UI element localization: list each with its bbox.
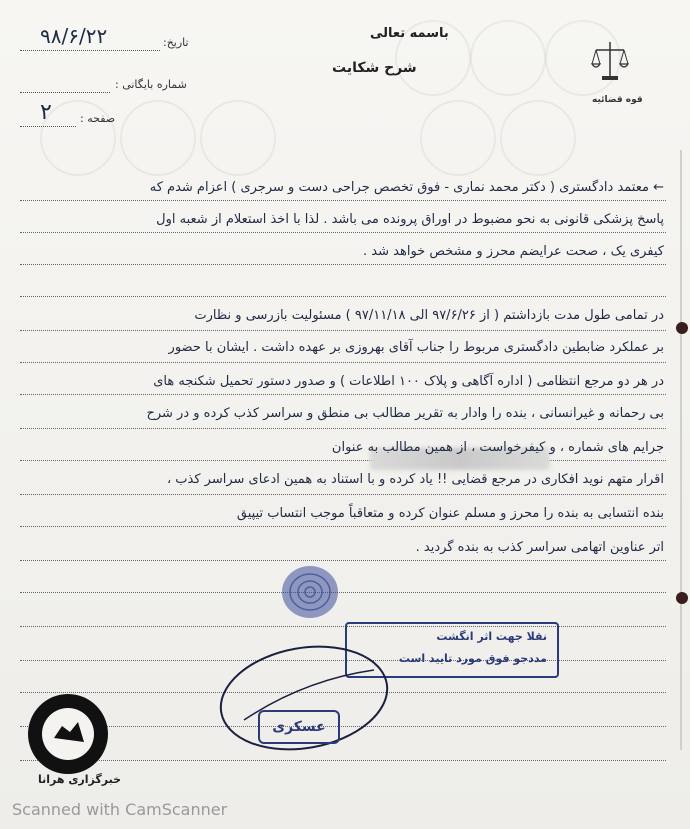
page-line [20,126,76,127]
ruled-line [20,626,666,627]
body-line-10: بنده انتسابی به بنده را محرز و مسلم عنوان کرده و متعاقباً موجب انتساب تیپیق [236,506,664,521]
body-line-3: کیفری یک ، صحت عرایضم محرز و مشخص خواهد شد . [363,244,664,259]
page-label: صفحه : [80,112,116,125]
signature-name-stamp: عسکری [258,710,340,744]
body-line-1: ← معتمد دادگستری ( دکتر محمد نماری - فوق تخصص جراحی دست و سرجری ) اعزام شدم که [149,180,664,195]
archive-label: شماره بایگانی : [115,78,187,91]
body-line-6: در هر دو مرجع انتظامی ( اداره آگاهی و پلاک ۱۰۰ اطلاعات ) و صدور دستور تحمیل شکنجه های [153,374,664,389]
right-margin-line [680,150,682,750]
body-line-5: بر عملکرد ضابطین دادگستری مربوط را جناب آقای بهروزی بر عهده داشت . ایشان با حضور [168,340,664,355]
body-line-9: اقرار متهم نوید افکاری در مرجع قضایی !! یاد کرده و با استناد به همین ادعای سراسر کذب ، [166,472,664,487]
stamp-line-2: مددجو فوق مورد تایید است [398,652,547,665]
stamp-line-1: نقلا جهت اثر انگشت [436,630,547,643]
scanner-watermark: Scanned with CamScanner [12,800,228,819]
ruled-line [20,760,666,761]
ruled-line [20,428,666,429]
watermark-emblem [420,100,496,176]
watermark-emblem [500,100,576,176]
ruled-line [20,330,666,331]
body-line-7: بی رحمانه و غیرانسانی ، بنده را وادار به تقریر مطالب بی منطق و سراسر کذب کرده و در شرح [146,406,664,421]
bismillah: باسمه تعالی [370,26,449,41]
watermark-emblem [200,100,276,176]
form-title: شرح شکایت [332,60,417,76]
fingerprint-icon [278,562,342,622]
punch-hole [676,322,688,334]
body-line-11: اتر عناوین اتهامی سراسر کذب به بنده گردید . [415,540,664,555]
ruled-line [20,494,666,495]
ruled-line [20,264,666,265]
page-value: ۲ [40,100,52,125]
watermark-emblem [120,100,196,176]
body-line-2: پاسخ پزشکی قانونی به نحو مضبوط در اوراق پرونده می باشد . لذا با اخذ استعلام از شعبه اول [156,212,664,227]
hrana-logo-icon [26,692,110,776]
body-line-4: در تمامی طول مدت بازداشتم ( از ۹۷/۶/۲۶ الی ۹۷/۱۱/۱۸ ) مسئولیت بازرسی و نظارت [194,308,664,323]
ruled-line [20,232,666,233]
ruled-line [20,394,666,395]
archive-line [20,92,110,93]
judiciary-scales-icon [588,38,632,96]
ruled-line [20,560,666,561]
ruled-line [20,200,666,201]
date-label: تاریخ: [163,36,189,49]
ruled-line [20,460,666,461]
date-line [20,50,160,51]
ruled-line [20,592,666,593]
hrana-caption: خبرگزاری هرانا [38,773,122,786]
ruled-line [20,362,666,363]
body-line-8: جرایم های شماره ، و کیفرخواست ، از همین مطالب به عنوان [331,440,664,455]
ruled-line [20,526,666,527]
ruled-line [20,296,666,297]
punch-hole [676,592,688,604]
date-value: ۹۸/۶/۲۲ [40,24,108,48]
watermark-emblem [470,20,546,96]
emblem-caption: قوه قضائیه [592,95,643,105]
